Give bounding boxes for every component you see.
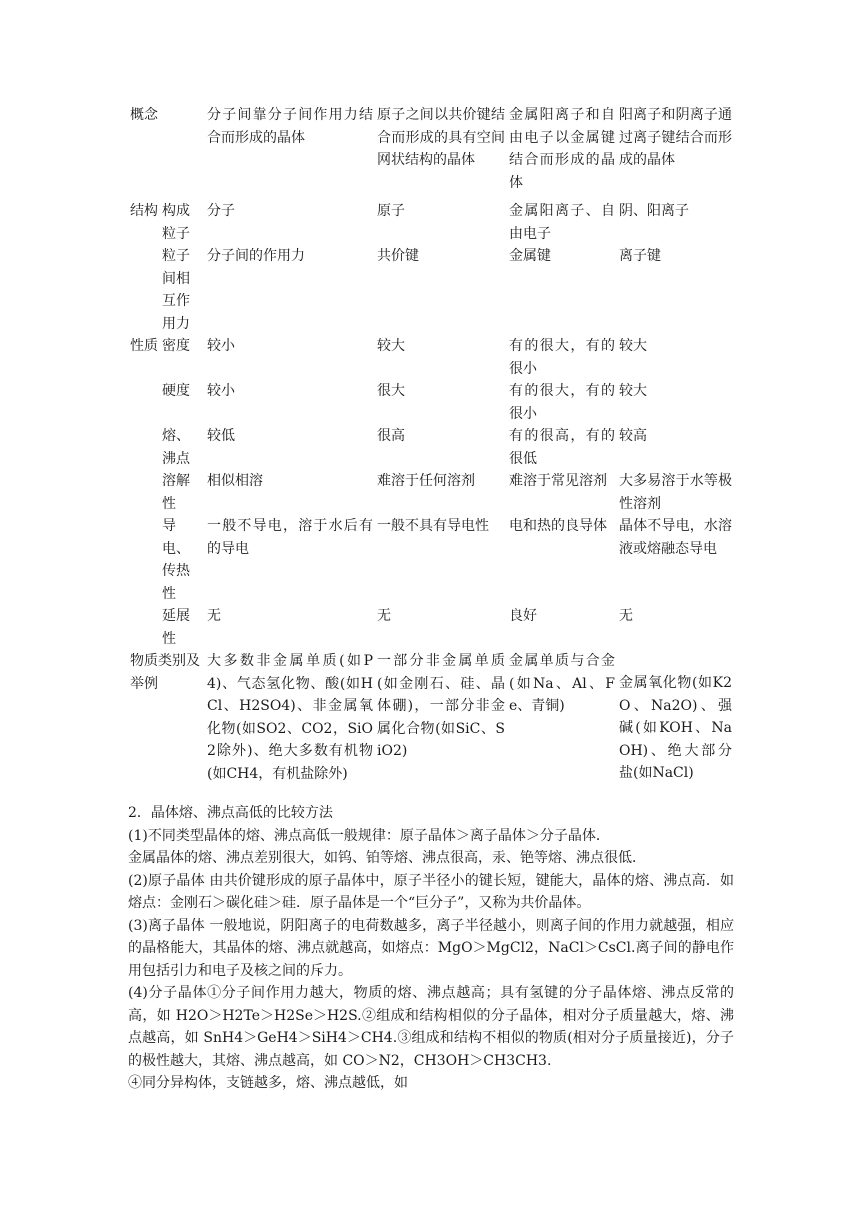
table-cell: 有的很大，有的很小 bbox=[509, 383, 615, 422]
table-cell: 难溶于任何溶剂 bbox=[377, 473, 475, 489]
table-cell: 良好 bbox=[509, 608, 537, 624]
table-cell: 金属键 bbox=[509, 248, 551, 264]
table-cell: 有的很大，有的很小 bbox=[509, 338, 615, 377]
paragraph: (2)原子晶体 由共价键形成的原子晶体中，原子半径小的键长短，键能大，晶体的熔、沸点高．如熔点：金刚石＞碳化硅＞硅．原子晶体是一个“巨分子”，又称为共价晶体。 bbox=[128, 872, 734, 911]
table-cell: 原子 bbox=[377, 203, 405, 219]
paragraph: (4)分子晶体①分子间作用力越大，物质的熔、沸点越高；具有氢键的分子晶体熔、沸点反常的高，如 H2O＞H2Te＞H2Se＞H2S.②组成和结构相似的分子晶体，相对分子质量越大，熔、沸点越高，如 SnH4＞GeH4＞SiH4＞CH4.③组成和结构不相似的物质(相对分子质量接近)，分子的极性越大，其熔、沸点越高，如 CO＞N2，CH3OH＞CH3CH3. bbox=[128, 985, 734, 1069]
row-label: 密度 bbox=[162, 338, 190, 354]
table-cell: 很大 bbox=[377, 383, 405, 399]
paragraph: 金属晶体的熔、沸点差别很大，如钨、铂等熔、沸点很高，汞、铯等熔、沸点很低． bbox=[128, 850, 646, 866]
table-cell: 金属阳离子和自由电子以金属键结合而形成的晶体 bbox=[509, 107, 615, 191]
table-cell: 晶体不导电，水溶液或熔融态导电 bbox=[619, 518, 732, 557]
table-cell: 共价键 bbox=[377, 248, 419, 264]
table-cell: 分子 bbox=[207, 203, 235, 219]
table-row-melting-point bbox=[128, 425, 734, 470]
table-cell: 较小 bbox=[207, 383, 235, 399]
section-heading: 2．晶体熔、沸点高低的比较方法 bbox=[128, 805, 333, 821]
table-cell: 相似相溶 bbox=[207, 473, 263, 489]
row-label: 延展性 bbox=[162, 608, 190, 647]
table-cell: 无 bbox=[377, 608, 391, 624]
row-group-label: 性质 bbox=[130, 338, 158, 354]
table-cell: 较高 bbox=[619, 428, 647, 444]
table-cell: 较大 bbox=[377, 338, 405, 354]
paragraph: ④同分异构体，支链越多，熔、沸点越低，如 bbox=[128, 1075, 408, 1091]
table-row-examples bbox=[128, 650, 734, 800]
table-cell: 较小 bbox=[207, 338, 235, 354]
table-cell: 无 bbox=[207, 608, 221, 624]
table-cell: 一般不导电，溶于水后有的导电 bbox=[207, 518, 373, 557]
table-row-ductility bbox=[128, 605, 734, 650]
notes-section bbox=[128, 802, 734, 1095]
table-cell: 无 bbox=[619, 608, 633, 624]
crystal-comparison-table bbox=[128, 104, 734, 800]
table-cell: 金属单质与合金(如Na、Al、Fe、青铜) bbox=[509, 653, 615, 714]
row-label: 溶解性 bbox=[162, 473, 190, 512]
table-cell: 金属阳离子、自由电子 bbox=[509, 203, 615, 242]
table-row-conductivity bbox=[128, 515, 734, 605]
table-cell: 有的很高，有的很低 bbox=[509, 428, 615, 467]
table-cell: 较低 bbox=[207, 428, 235, 444]
table-cell: 大多数非金属单质(如P4)、气态氢化物、酸(如HCl、H2SO4)、非金属氧化物(如SO2、CO2，SiO2除外)、绝大多数有机物(如CH4，有机盐除外) bbox=[207, 653, 373, 782]
row-label: 物质类别及举例 bbox=[130, 653, 200, 692]
paragraph: (1)不同类型晶体的熔、沸点高低一般规律：原子晶体＞离子晶体＞分子晶体． bbox=[128, 827, 610, 844]
row-label: 构成粒子 bbox=[162, 203, 190, 242]
table-cell: 难溶于常见溶剂 bbox=[509, 473, 607, 489]
table-row-hardness bbox=[128, 380, 734, 425]
table-cell: 分子间靠分子间作用力结合而形成的晶体 bbox=[207, 107, 373, 146]
table-cell: 原子之间以共价键结合而形成的具有空间网状结构的晶体 bbox=[377, 107, 505, 168]
table-cell: 金属氧化物(如K2O、Na2O)、强碱(如KOH、NaOH)、绝大部分盐(如NaCl) bbox=[619, 675, 732, 781]
row-label: 粒子间相互作用力 bbox=[162, 248, 190, 332]
paragraph: (3)离子晶体 一般地说，阴阳离子的电荷数越多，离子半径越小，则离子间的作用力就越强，相应的晶格能大，其晶体的熔、沸点就越高，如熔点：MgO＞MgCl2，NaCl＞CsCl.离子间的静电作用包括引力和电子及核之间的斥力。 bbox=[128, 917, 734, 979]
table-cell: 一般不具有导电性 bbox=[377, 518, 489, 534]
table-cell: 阴、阳离子 bbox=[619, 203, 689, 219]
table-cell: 离子键 bbox=[619, 248, 661, 264]
row-label: 熔、沸点 bbox=[162, 428, 190, 467]
row-label: 概念 bbox=[130, 107, 158, 123]
table-cell: 较大 bbox=[619, 383, 647, 399]
table-cell: 较大 bbox=[619, 338, 647, 354]
table-cell: 分子间的作用力 bbox=[207, 248, 305, 264]
table-cell: 很高 bbox=[377, 428, 405, 444]
row-label: 硬度 bbox=[162, 383, 190, 399]
table-cell: 阳离子和阴离子通过离子键结合而形成的晶体 bbox=[619, 107, 732, 168]
table-cell: 一部分非金属单质(如金刚石、硅、晶体硼)，一部分非金属化合物(如SiC、SiO2) bbox=[377, 653, 505, 759]
row-label: 导电、传热性 bbox=[162, 518, 190, 602]
table-row-structure-particles bbox=[128, 200, 734, 245]
table-cell: 电和热的良导体 bbox=[509, 518, 607, 534]
table-cell: 大多易溶于水等极性溶剂 bbox=[619, 473, 732, 512]
row-group-label: 结构 bbox=[130, 203, 158, 219]
table-row-structure-interaction bbox=[128, 245, 734, 335]
table-row-concept bbox=[128, 104, 734, 200]
table-row-solubility bbox=[128, 470, 734, 515]
table-row-density bbox=[128, 335, 734, 380]
